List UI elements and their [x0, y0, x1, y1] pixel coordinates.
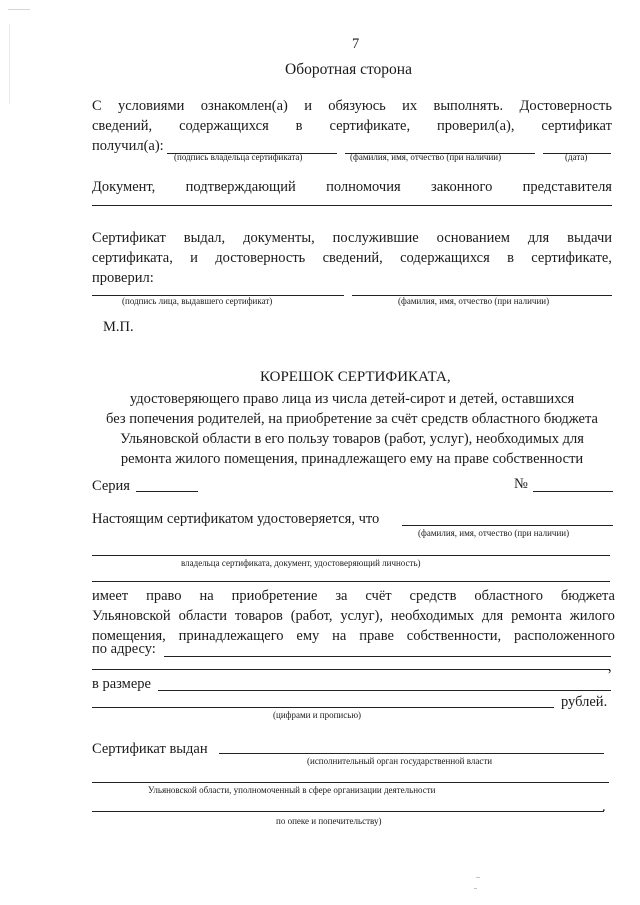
word: в	[295, 118, 303, 134]
stub-line-1: удостоверяющего право лица из числа детей-сирот и детей, оставшихся	[129, 391, 575, 407]
word: представителя	[522, 179, 612, 195]
caption-owner-signature: (подпись владельца сертификата)	[174, 152, 303, 162]
amount-label: в размере	[92, 676, 151, 692]
word: области	[178, 608, 228, 624]
word: на	[199, 588, 214, 604]
word: бюджета	[560, 588, 615, 604]
word: сведений,	[322, 250, 383, 266]
scan-mark	[8, 9, 30, 10]
caption-amount: (цифрами и прописью)	[273, 710, 362, 720]
right-line-3	[92, 629, 615, 644]
certify-label: Настоящим сертификатом удостоверяется, что	[92, 511, 380, 527]
representative-label	[92, 180, 612, 195]
series-field[interactable]	[136, 491, 198, 492]
word: сертификат	[541, 118, 612, 134]
word: собственности,	[406, 628, 502, 644]
word: в	[507, 250, 514, 266]
word: сертификате,	[531, 250, 612, 266]
caption-holder-document: владельца сертификата, документ, удостоверяющий личность)	[181, 558, 421, 568]
issued-by-field-2[interactable]	[92, 782, 609, 783]
scan-mark	[9, 24, 10, 104]
word: право	[146, 588, 182, 604]
caption-org-2: Ульяновской области, уполномоченный в сфере организации деятельности	[148, 785, 436, 795]
word: проверил(а),	[437, 118, 515, 134]
word: Сертификат	[92, 230, 166, 246]
word: выдачи	[567, 230, 612, 246]
caption-holder-fio: (фамилия, имя, отчество (при наличии)	[418, 528, 570, 538]
word: выполнять.	[433, 98, 504, 114]
representative-document-field[interactable]	[92, 205, 612, 206]
final-period: .	[602, 799, 606, 815]
page-heading: Оборотная сторона	[285, 61, 412, 78]
word: выдал,	[183, 230, 226, 246]
word: и	[304, 98, 312, 114]
number-label: №	[514, 476, 528, 492]
word: (работ,	[290, 608, 333, 624]
p3-line2	[92, 251, 612, 266]
caption-org-1: (исполнительный орган государственной власти	[307, 756, 493, 766]
stub-line-4: ремонта жилого помещения, принадлежащего ему на праве собственности	[120, 451, 584, 467]
amount-field-2[interactable]	[92, 707, 554, 708]
p1-received-label: получил(а):	[92, 138, 164, 154]
word: необходимых	[390, 608, 474, 624]
word: содержащихся	[179, 118, 269, 134]
word: принадлежащего	[178, 628, 284, 644]
word: Достоверность	[519, 98, 612, 114]
caption-date: (дата)	[565, 152, 588, 162]
scan-mark	[474, 888, 477, 889]
p1-line2	[92, 119, 612, 134]
caption-issuer-signature: (подпись лица, выдавшего сертификат)	[122, 296, 273, 306]
word: сведений,	[92, 118, 153, 134]
right-line-1	[92, 589, 615, 604]
word: основанием	[436, 230, 510, 246]
address-comma: ,	[608, 659, 612, 675]
stub-line-2: без попечения родителей, на приобретение за счёт средств областного бюджета	[106, 411, 598, 427]
address-label: по адресу:	[92, 641, 156, 657]
caption-issuer-fio: (фамилия, имя, отчество (при наличии)	[398, 296, 550, 306]
issued-by-field-3[interactable]	[92, 811, 604, 812]
scan-mark	[476, 877, 480, 878]
stub-title: КОРЕШОК СЕРТИФИКАТА,	[260, 369, 451, 385]
stub-line-3: Ульяновской области в его пользу товаров (работ, услуг), необходимых для	[120, 431, 584, 447]
word: законного	[431, 179, 493, 195]
word: для	[481, 608, 504, 624]
word: счёт	[365, 588, 392, 604]
word: расположенного	[513, 628, 615, 644]
word: достоверность	[215, 250, 306, 266]
word: послужившие	[332, 230, 419, 246]
word: и	[190, 250, 198, 266]
word: жилого	[569, 608, 615, 624]
word: для	[527, 230, 550, 246]
number-field[interactable]	[533, 491, 613, 492]
p1-line1	[92, 99, 612, 114]
amount-field-1[interactable]	[158, 690, 611, 691]
address-field-1[interactable]	[164, 656, 611, 657]
word: ознакомлен(а)	[200, 98, 288, 114]
word: подтверждающий	[185, 179, 296, 195]
issued-by-label: Сертификат выдан	[92, 741, 208, 757]
caption-owner-fio: (фамилия, имя, отчество (при наличии)	[350, 152, 502, 162]
word: сертификате,	[329, 118, 411, 134]
word: полномочия	[326, 179, 401, 195]
word: их	[402, 98, 418, 114]
word: имеет	[92, 588, 129, 604]
word: на	[332, 628, 347, 644]
caption-org-3: по опеке и попечительству)	[276, 816, 382, 826]
holder-fio-field[interactable]	[402, 525, 613, 526]
word: ремонта	[511, 608, 562, 624]
holder-extra-field[interactable]	[92, 581, 610, 582]
p3-line1	[92, 231, 612, 246]
word: содержащихся	[400, 250, 490, 266]
word: областного	[474, 588, 543, 604]
word: сертификата,	[92, 250, 173, 266]
word: товаров	[234, 608, 283, 624]
word: услуг),	[340, 608, 383, 624]
holder-document-field[interactable]	[92, 555, 610, 556]
right-line-2	[92, 609, 615, 624]
word: праве	[359, 628, 394, 644]
word: условиями	[118, 98, 185, 114]
word: документы,	[243, 230, 315, 246]
stamp-place-label: М.П.	[103, 319, 134, 335]
word: обязуюсь	[328, 98, 386, 114]
word: Документ,	[92, 179, 156, 195]
rubles-label: рублей.	[561, 694, 608, 710]
issued-by-field[interactable]	[219, 753, 604, 754]
page-number: 7	[352, 36, 360, 52]
word: средств	[409, 588, 457, 604]
word: помещения,	[92, 628, 166, 644]
word: С	[92, 98, 102, 114]
word: ему	[296, 628, 320, 644]
word: приобретение	[231, 588, 318, 604]
address-field-2[interactable]	[92, 669, 610, 670]
word: Ульяновской	[92, 608, 171, 624]
word: за	[335, 588, 348, 604]
p3-checked-label: проверил:	[92, 270, 154, 286]
series-label: Серия	[92, 478, 130, 494]
